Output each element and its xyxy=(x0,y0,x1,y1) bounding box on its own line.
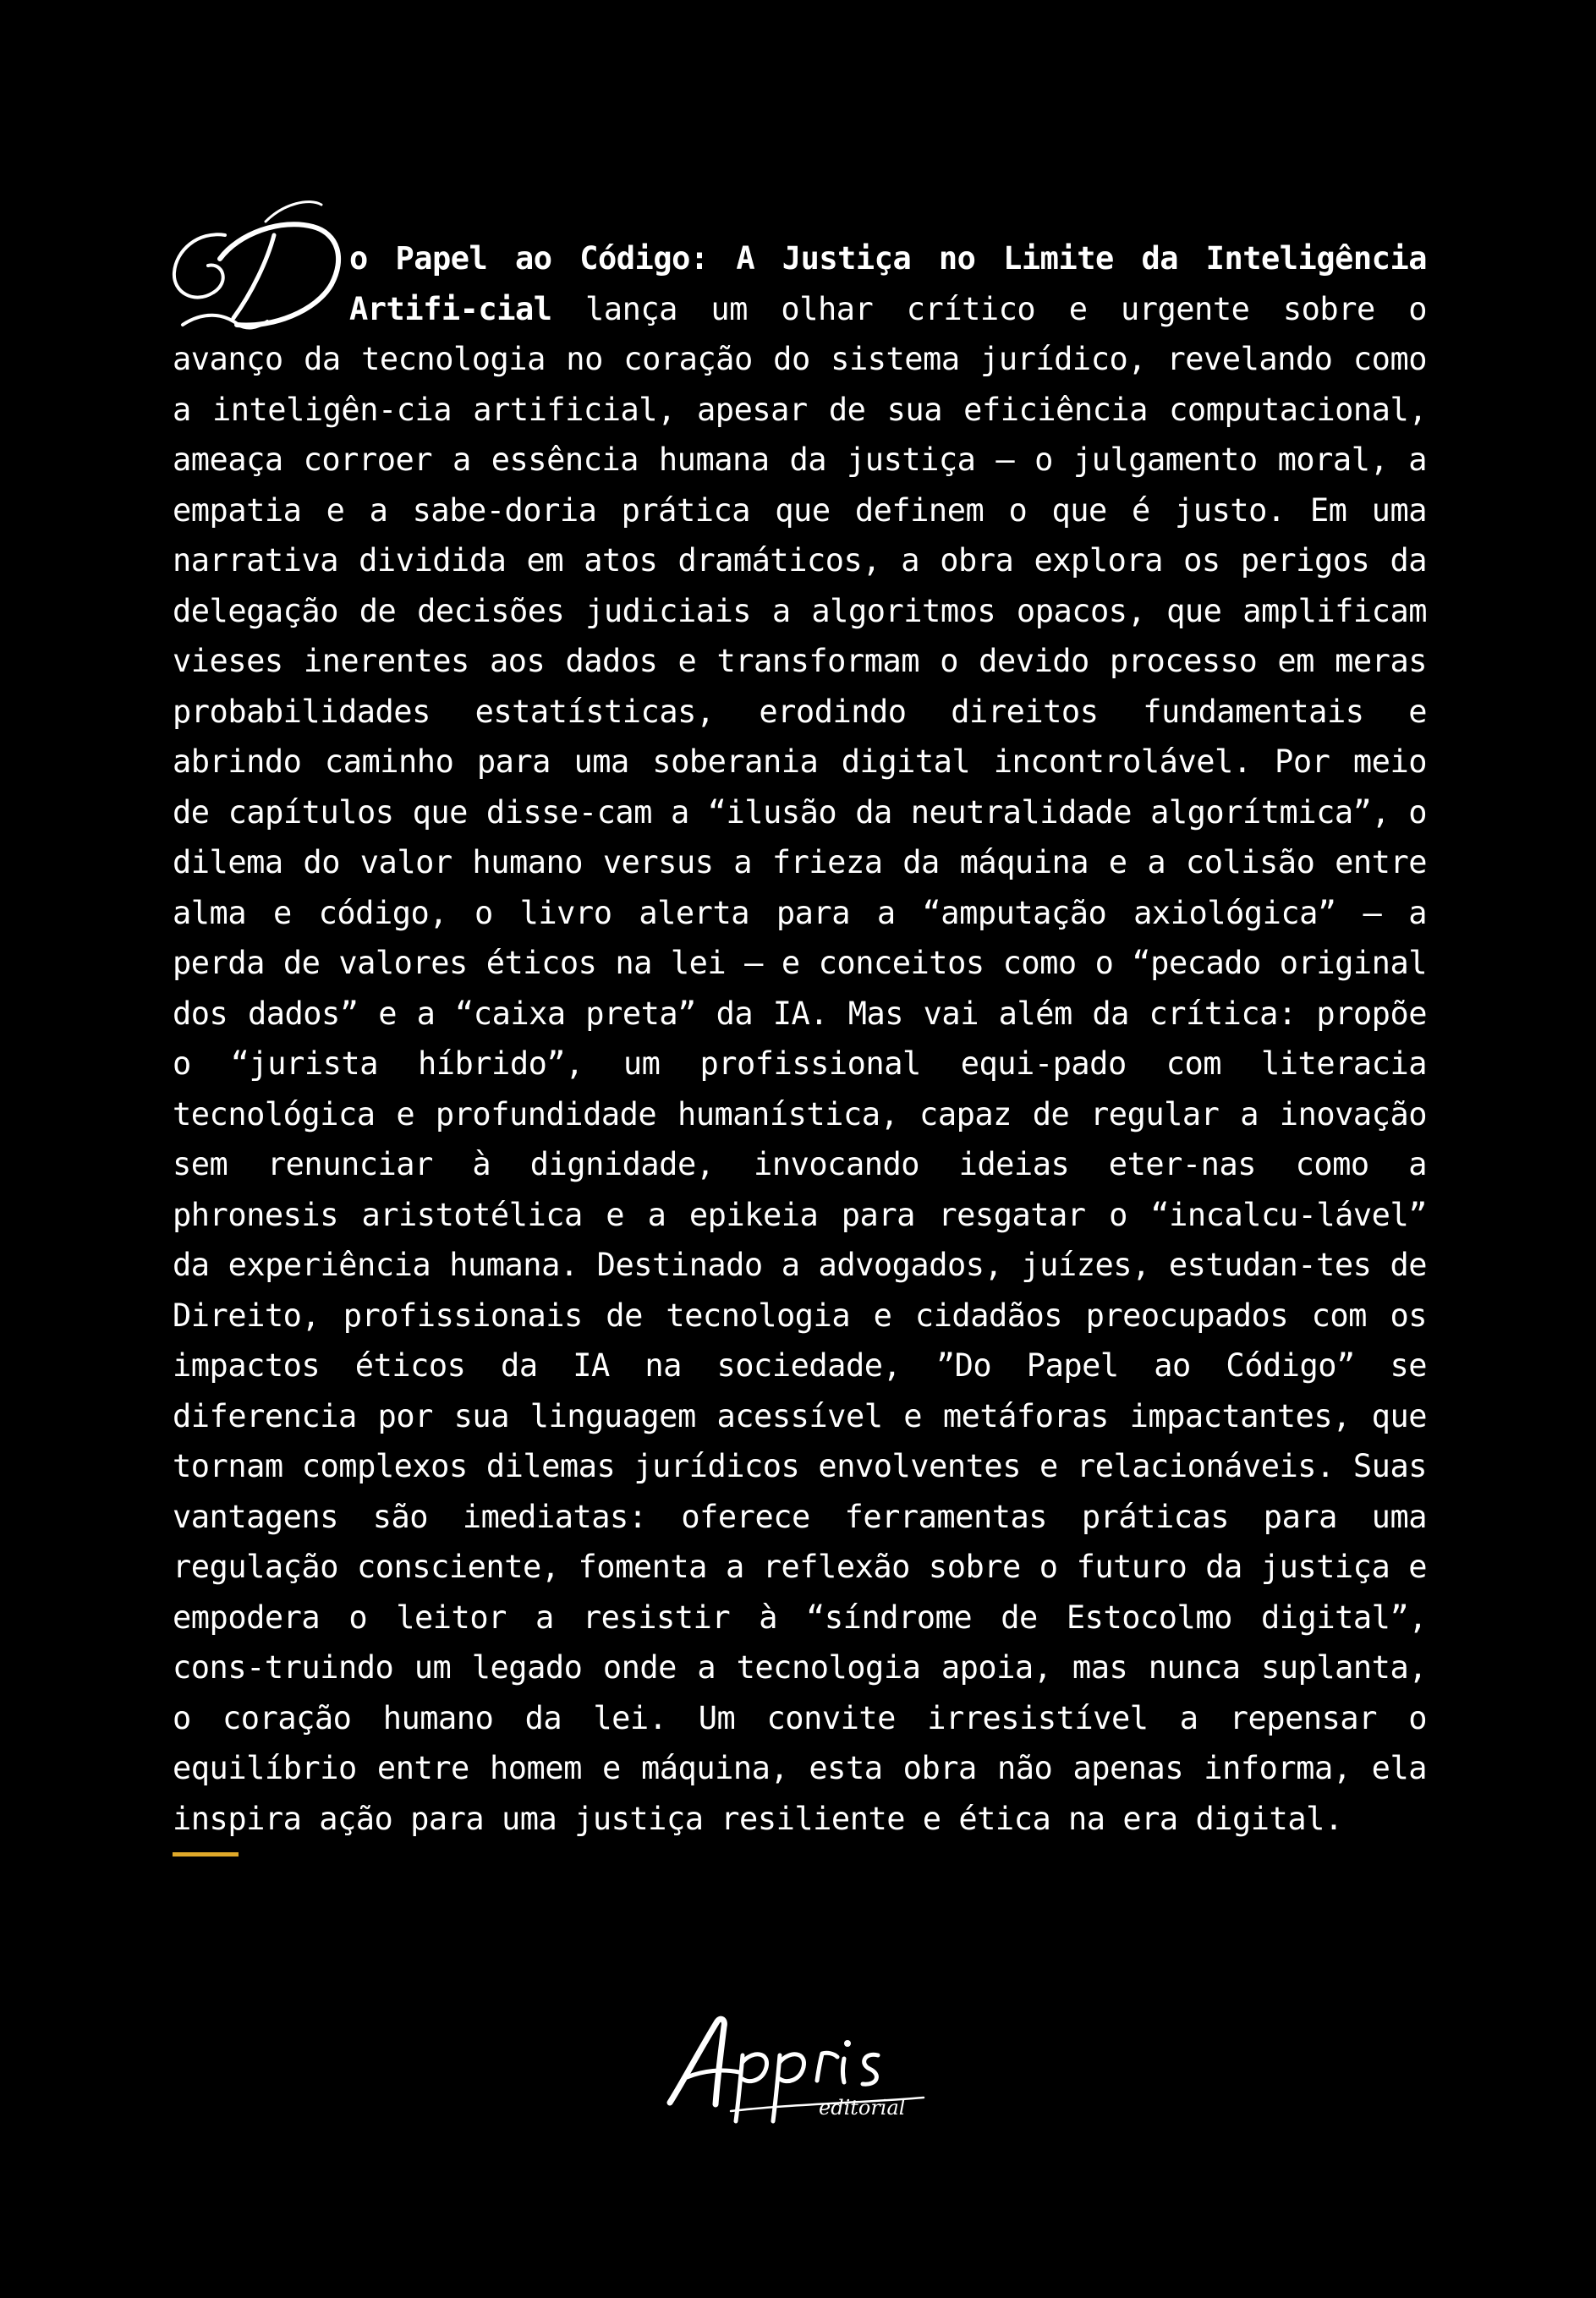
blurb-body: lança um olhar crítico e urgente sobre o avanço da tecnologia no coração do sistema jurídico, revelando como a inteligên-cia artificial, apesar de sua eficiência computacional, ameaça corroer a essência humana da justiça – o julgamento moral, a empatia e a sabe-doria prática que definem o que é justo. Em uma narrativa dividida em atos dramáticos, a obra explora os perigos da delegação de decisões judiciais a algoritmos opacos, que amplificam vieses inerentes aos dados e transformam o devido processo em meras probabilidades estatísticas, erodindo direitos fundamentais e abrindo caminho para uma soberania digital incontrolável. Por meio de capítulos que disse-cam a “ilusão da neutralidade algorítmica”, o dilema do valor humano versus a frieza da máquina e a colisão entre alma e código, o livro alerta para a “amputação axiológica” – a perda de valores éticos na lei – e conceitos como o “pecado original dos dados” e a “caixa preta” da IA. Mas vai além da crítica: propõe o “jurista híbrido”, um profissional equi-pado com literacia tecnológica e profundidade humanística, capaz de regular a inovação sem renunciar à dignidade, invocando ideias eter-nas como a phronesis aristotélica e a epikeia para resgatar o “incalcu-lável” da experiência humana. Destinado a advogados, juízes, estudan-tes de Direito, profissionais de tecnologia e cidadãos preocupados com os impactos éticos da IA na sociedade, ”Do Papel ao Código” se diferencia por sua linguagem acessível e metáforas impactantes, que tornam complexos dilemas jurídicos envolventes e relacionáveis. Suas vantagens são imediatas: oferece ferramentas práticas para uma regulação consciente, fomenta a reflexão sobre o futuro da justiça e empodera o leitor a resistir à “síndrome de Estocolmo digital”, cons-truindo um legado onde a tecnologia apoia, mas nunca suplanta, o coração humano da lei. Um convite irresistível a repensar o equilíbrio entre homem e máquina, esta obra não apenas informa, ela inspira ação para uma justiça resiliente e ética na era digital. xyxy=(173,290,1427,1837)
logo-subtitle-glyphs: editorial xyxy=(819,2096,906,2120)
book-blurb xyxy=(173,233,1427,1844)
decorative-d-icon xyxy=(164,184,346,332)
book-title: o Papel ao Código: A Justiça no Limite da Inteligência Artifi-cial xyxy=(349,240,1427,327)
accent-divider xyxy=(173,1852,239,1856)
publisher-logo xyxy=(661,2003,941,2130)
appris-logo-icon xyxy=(661,2003,941,2130)
drop-cap-d xyxy=(164,184,346,332)
